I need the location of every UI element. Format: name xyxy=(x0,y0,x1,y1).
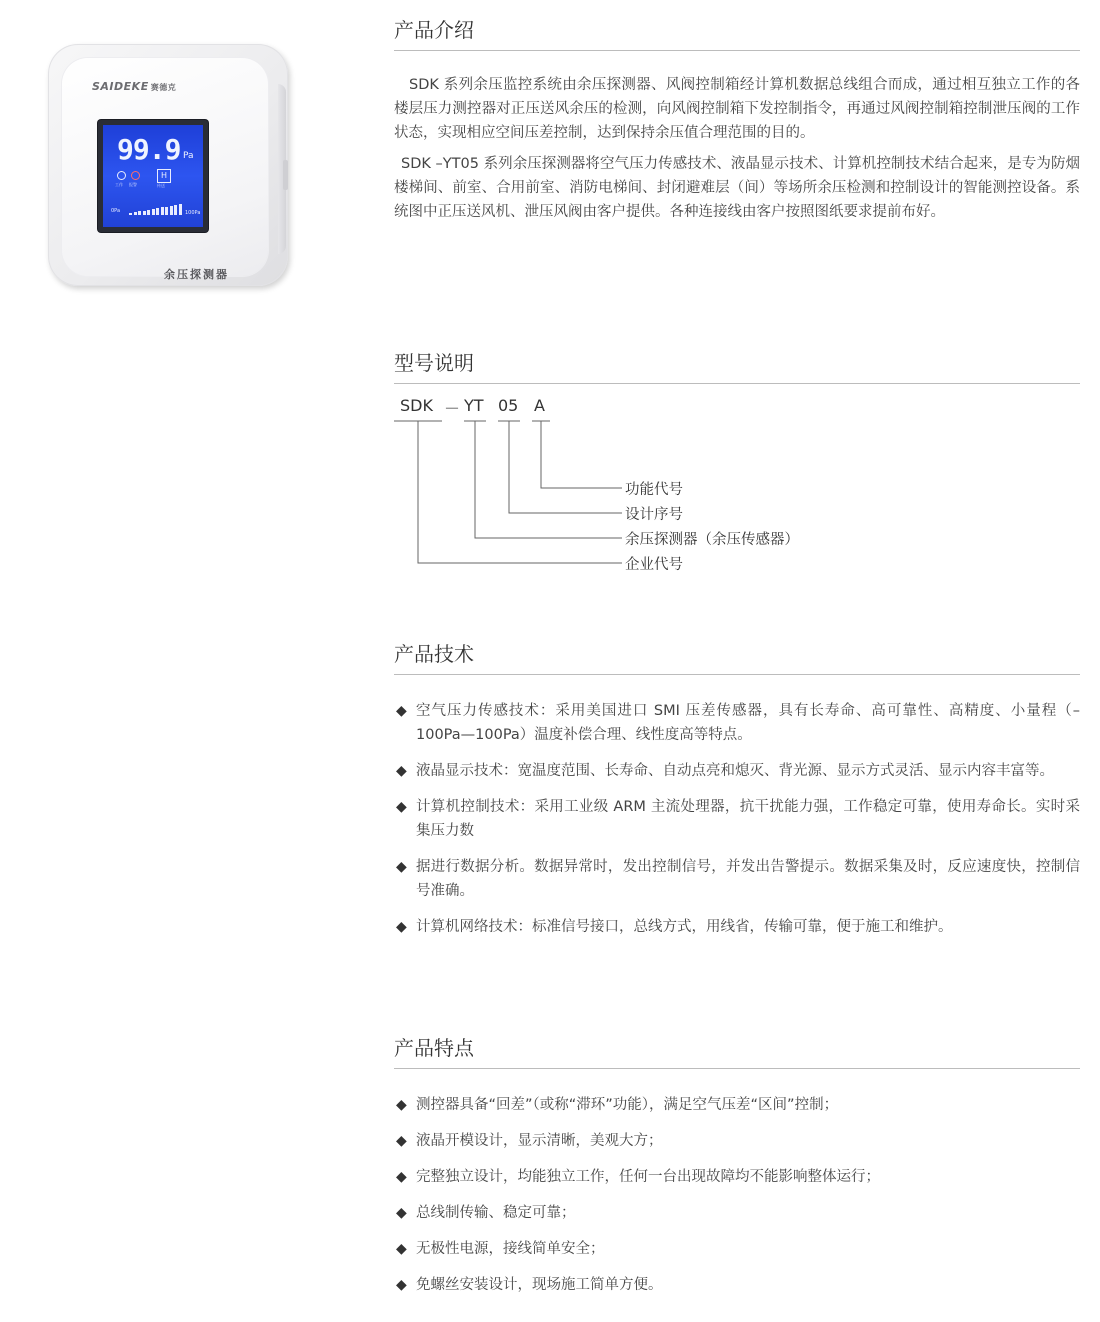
device-housing xyxy=(48,44,288,286)
technology-item: ◆ 空气压力传感技术：采用美国进口 SMI 压差传感器，具有长寿命、高可靠性、高精度、小量程（–100Pa—100Pa）温度补偿合理、线性度高等特点。 xyxy=(394,699,1080,747)
bullet-diamond-icon: ◆ xyxy=(396,1097,407,1113)
bullet-diamond-icon: ◆ xyxy=(396,919,407,935)
bullet-diamond-icon: ◆ xyxy=(396,763,407,779)
model-diagram xyxy=(394,0,1080,600)
code-dash: － xyxy=(444,399,461,418)
lcd-screen xyxy=(103,125,203,227)
scale-min: 0Pa xyxy=(111,208,121,214)
lcd-bezel xyxy=(98,120,208,232)
lcd-level-bar xyxy=(138,211,141,215)
transmit-indicator-icon: H xyxy=(157,169,171,183)
lcd-level-bar xyxy=(170,206,173,215)
technology-section xyxy=(394,638,1080,939)
technology-title: 产品技术 xyxy=(394,638,1080,675)
code-function: A xyxy=(534,396,545,415)
lcd-level-bar xyxy=(156,208,159,215)
label-function: 功能代号 xyxy=(625,482,683,498)
model-connector-lines xyxy=(394,0,1080,600)
label-series: 设计序号 xyxy=(625,507,683,523)
device-port xyxy=(283,160,288,190)
work-indicator-icon xyxy=(117,171,126,180)
line-series xyxy=(509,421,622,513)
label-company: 企业代号 xyxy=(625,557,683,573)
bullet-diamond-icon: ◆ xyxy=(396,1205,407,1221)
technology-list xyxy=(394,699,1080,939)
features-title: 产品特点 xyxy=(394,1032,1080,1069)
lcd-level-bar xyxy=(147,210,150,215)
lcd-level-bar xyxy=(134,212,137,215)
intro-paragraph-2: SDK –YT05 系列余压探测器将空气压力传感技术、液晶显示技术、计算机控制技术结合起来，是专为防烟楼梯间、前室、合用前室、消防电梯间、封闭避难层（间）等场所余压检测和控制设计的智能测控设备。系统图中正压送风机、泄压风阀由客户提供。各种连接线由客户按照图纸要求提前布好。 xyxy=(394,156,1080,220)
feature-item: ◆ 总线制传输、稳定可靠； xyxy=(394,1201,1080,1225)
line-type xyxy=(475,421,622,538)
line-company xyxy=(418,421,622,563)
bullet-diamond-icon: ◆ xyxy=(396,703,407,719)
lcd-unit: Pa xyxy=(183,151,194,161)
lcd-level-bar xyxy=(143,211,146,215)
bullet-diamond-icon: ◆ xyxy=(396,799,407,815)
intro-title: 产品介绍 xyxy=(394,14,1080,51)
alarm-label: 报警 xyxy=(129,182,137,187)
transmit-label: 传送 xyxy=(157,183,165,188)
feature-item: ◆ 无极性电源，接线简单安全； xyxy=(394,1237,1080,1261)
lcd-value: 99.9 xyxy=(117,133,181,166)
label-type: 余压探测器（余压传感器） xyxy=(625,532,799,548)
technology-item: ◆ 计算机控制技术：采用工业级 ARM 主流处理器，抗干扰能力强，工作稳定可靠，使用寿命长。实时采集压力数 xyxy=(394,795,1080,843)
alarm-indicator-icon xyxy=(131,171,140,180)
bullet-diamond-icon: ◆ xyxy=(396,1133,407,1149)
lcd-level-bars xyxy=(129,203,183,215)
line-function xyxy=(541,421,622,488)
bullet-diamond-icon: ◆ xyxy=(396,1241,407,1257)
model-title: 型号说明 xyxy=(394,347,1080,384)
scale-max: 100Pa xyxy=(185,210,201,216)
feature-item: ◆ 完整独立设计，均能独立工作，任何一台出现故障均不能影响整体运行； xyxy=(394,1165,1080,1189)
bullet-diamond-icon: ◆ xyxy=(396,859,407,875)
technology-item: ◆ 据进行数据分析。数据异常时，发出控制信号，并发出告警提示。数据采集及时，反应速度快，控制信号准确。 xyxy=(394,855,1080,903)
lcd-level-bar xyxy=(165,207,168,215)
features-section xyxy=(394,1032,1080,1297)
brand-logo: SAIDEKE 赛德克 xyxy=(92,80,177,93)
product-image xyxy=(48,36,292,288)
intro-paragraph-1: SDK 系列余压监控系统由余压探测器、风阀控制箱经计算机数据总线组合而成，通过相互独立工作的各楼层压力测控器对正压送风余压的检测，向风阀控制箱下发控制指令，再通过风阀控制箱控制泄压阀的工作状态，实现相应空间压差控制，达到保持余压值合理范围的目的。 xyxy=(394,77,1080,141)
code-type: YT xyxy=(464,396,484,415)
code-series: 05 xyxy=(498,396,519,415)
lcd-level-bar xyxy=(179,204,182,215)
features-list xyxy=(394,1093,1080,1297)
lcd-level-bar xyxy=(152,209,155,215)
lcd-level-bar xyxy=(161,207,164,215)
device-label: 余压探测器 xyxy=(164,268,229,281)
bullet-diamond-icon: ◆ xyxy=(396,1277,407,1293)
lcd-level-bar xyxy=(174,205,177,215)
technology-item: ◆ 计算机网络技术：标准信号接口，总线方式，用线省，传输可靠，便于施工和维护。 xyxy=(394,915,1080,939)
work-label: 工作 xyxy=(115,182,123,187)
feature-item: ◆ 免螺丝安装设计，现场施工简单方便。 xyxy=(394,1273,1080,1297)
feature-item: ◆ 液晶开模设计，显示清晰，美观大方； xyxy=(394,1129,1080,1153)
feature-item: ◆ 测控器具备“回差”（或称“滞环”功能），满足空气压差“区间”控制； xyxy=(394,1093,1080,1117)
device-face xyxy=(62,58,268,281)
technology-item: ◆ 液晶显示技术：宽温度范围、长寿命、自动点亮和熄灭、背光源、显示方式灵活、显示内容丰富等。 xyxy=(394,759,1080,783)
bullet-diamond-icon: ◆ xyxy=(396,1169,407,1185)
code-company: SDK xyxy=(400,396,433,415)
lcd-level-bar xyxy=(129,213,132,215)
